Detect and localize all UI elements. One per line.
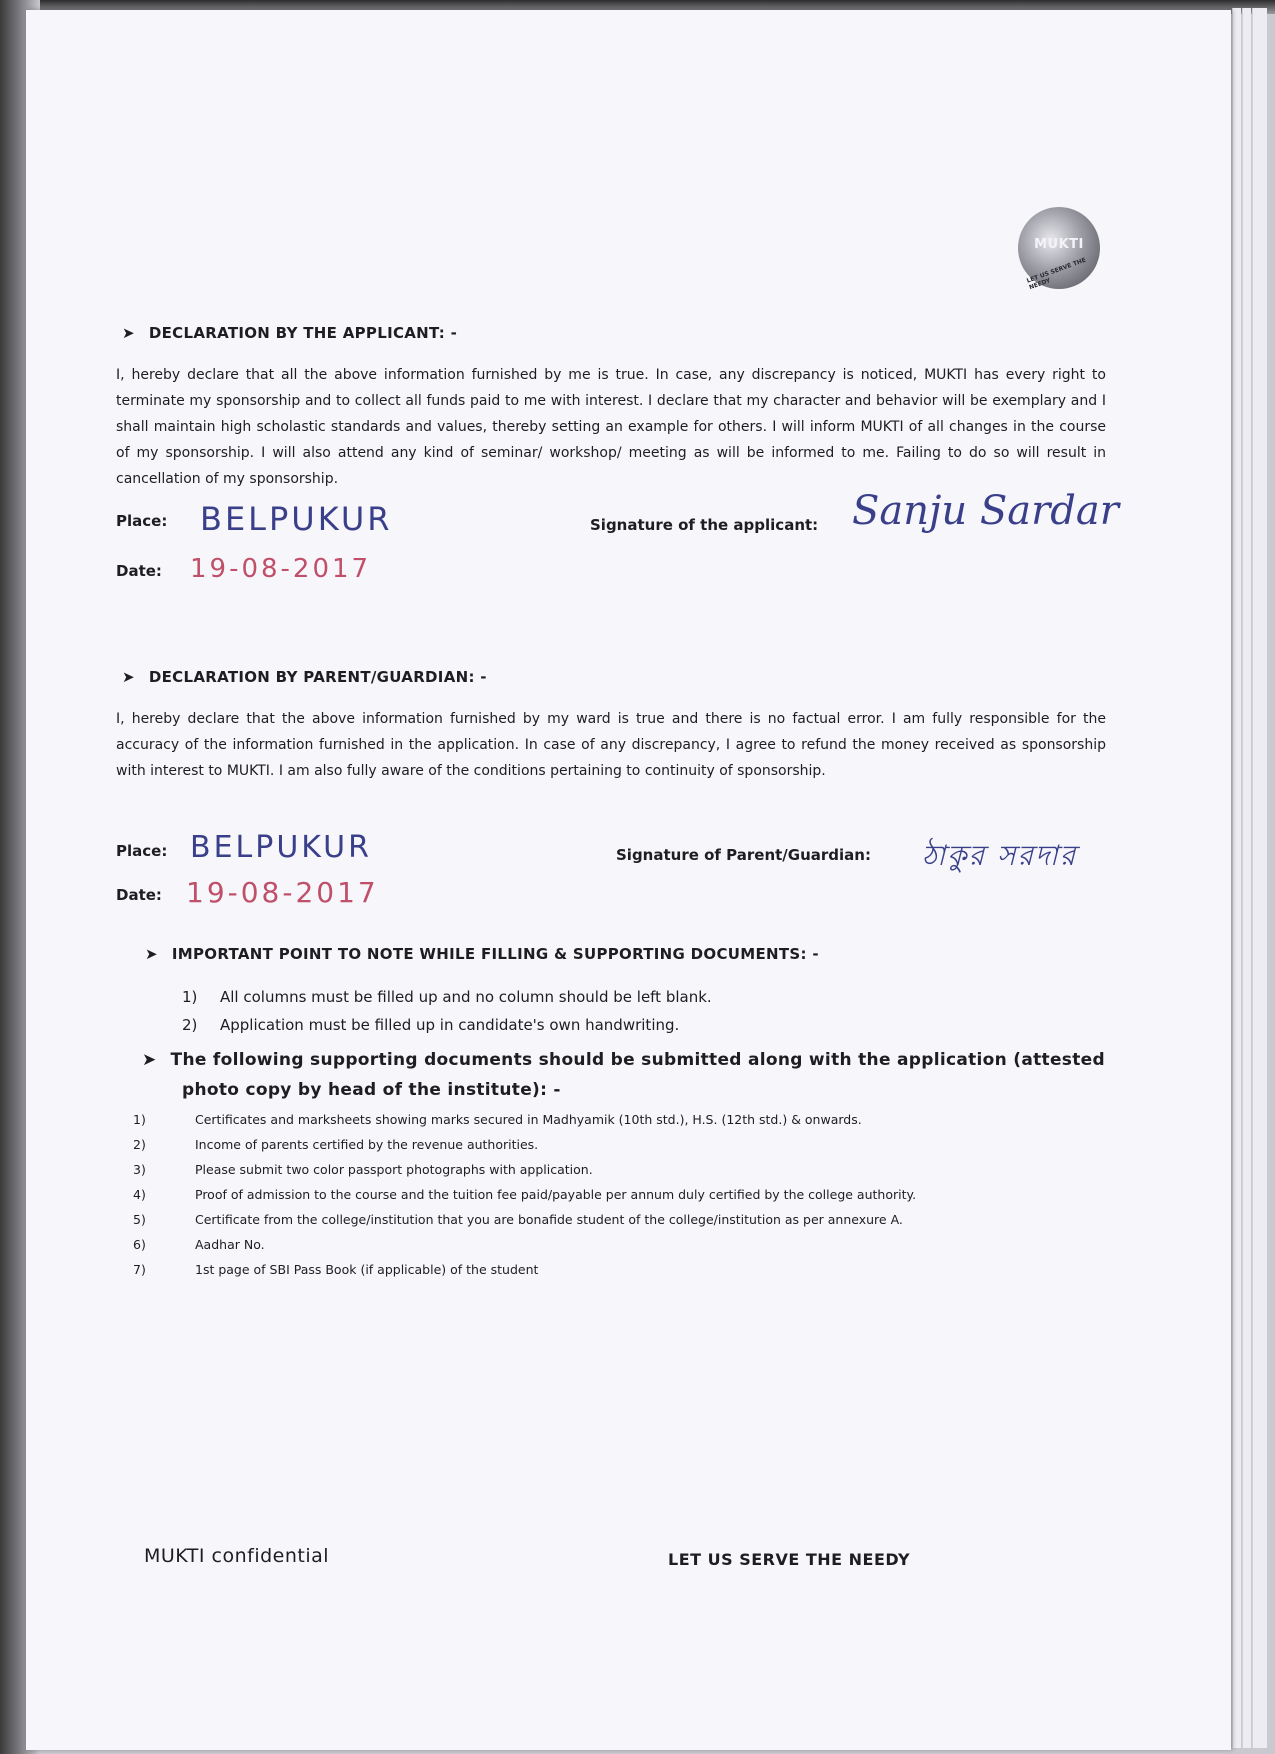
applicant-place-value: BELPUKUR (200, 500, 393, 538)
page-stack-edge (1252, 8, 1267, 1748)
guardian-place-value: BELPUKUR (190, 830, 372, 865)
supporting-documents-heading-cont: photo copy by head of the institute): - (182, 1080, 561, 1100)
applicant-date-value: 19-08-2017 (190, 554, 372, 584)
guardian-declaration-text: I, hereby declare that the above information furnished by my ward is true and there is no factual error. I am fully responsible for the accuracy of the information furnished in the application. In case of any discrepancy, I agree to refund the money received as sponsorship with interest to MUKTI. I am also fully aware of the conditions pertaining to continuity of sponsorship. (116, 711, 1106, 779)
applicant-declaration-heading: ➤ DECLARATION BY THE APPLICANT: - (122, 324, 458, 342)
page-stack-edge (1242, 8, 1251, 1748)
supporting-documents-heading: ➤ The following supporting documents should be submitted along with the application (attested (142, 1050, 1105, 1070)
important-points-heading: ➤ IMPORTANT POINT TO NOTE WHILE FILLING & SUPPORTING DOCUMENTS: - (145, 945, 819, 963)
mukti-logo (1018, 207, 1100, 292)
supporting-documents-list (133, 1112, 1133, 1287)
list-item: 4) Proof of admission to the course and the tuition fee paid/payable per annum duly certified by the college authority. (133, 1187, 917, 1202)
applicant-signature: Sanju Sardar (852, 488, 1119, 534)
applicant-signature-label: Signature of the applicant: (590, 516, 819, 534)
arrow-bullet-icon: ➤ (142, 1050, 157, 1070)
list-item: 2) Income of parents certified by the revenue authorities. (133, 1137, 539, 1152)
important-points-list (182, 988, 1082, 1044)
list-item: 1) Certificates and marksheets showing marks secured in Madhyamik (10th std.), H.S. (12th std.) & onwards. (133, 1112, 862, 1127)
arrow-bullet-icon: ➤ (122, 324, 135, 342)
guardian-date-label: Date: (116, 886, 162, 904)
applicant-date-label: Date: (116, 562, 162, 580)
applicant-declaration-text: I, hereby declare that all the above information furnished by me is true. In case, any discrepancy is noticed, MUKTI has every right to terminate my sponsorship and to collect all funds paid to me with interest. I declare that my character and behavior will be exemplary and I shall maintain high scholastic standards and values, thereby setting an example for others. I will inform MUKTI of all changes in the course of my sponsorship. I will also attend any kind of seminar/ workshop/ meeting as will be informed to me. Failing to do so will result in cancellation of my sponsorship. (116, 367, 1106, 487)
guardian-place-label: Place: (116, 842, 168, 860)
list-item: 2) Application must be filled up in candidate's own handwriting. (182, 1016, 680, 1034)
logo-tagline: LET US SERVE THE NEEDY (1025, 256, 1087, 292)
footer-slogan: LET US SERVE THE NEEDY (668, 1550, 911, 1569)
list-item: 6) Aadhar No. (133, 1237, 265, 1252)
list-item: 5) Certificate from the college/institution that you are bonafide student of the college/institution as per annexure A. (133, 1212, 903, 1227)
guardian-declaration-heading: ➤ DECLARATION BY PARENT/GUARDIAN: - (122, 668, 487, 686)
guardian-signature: ঠাকুর সরদার (922, 839, 1078, 872)
guardian-signature-label: Signature of Parent/Guardian: (616, 846, 871, 864)
arrow-bullet-icon: ➤ (122, 668, 135, 686)
arrow-bullet-icon: ➤ (145, 945, 158, 963)
list-item: 7) 1st page of SBI Pass Book (if applicable) of the student (133, 1262, 539, 1277)
applicant-place-label: Place: (116, 512, 168, 530)
list-item: 1) All columns must be filled up and no column should be left blank. (182, 988, 712, 1006)
list-item: 3) Please submit two color passport photographs with application. (133, 1162, 593, 1177)
guardian-date-value: 19-08-2017 (186, 876, 379, 909)
footer-confidential: MUKTI confidential (144, 1545, 330, 1567)
logo-name: MUKTI (1034, 237, 1084, 252)
page-stack-edge (1232, 8, 1241, 1748)
